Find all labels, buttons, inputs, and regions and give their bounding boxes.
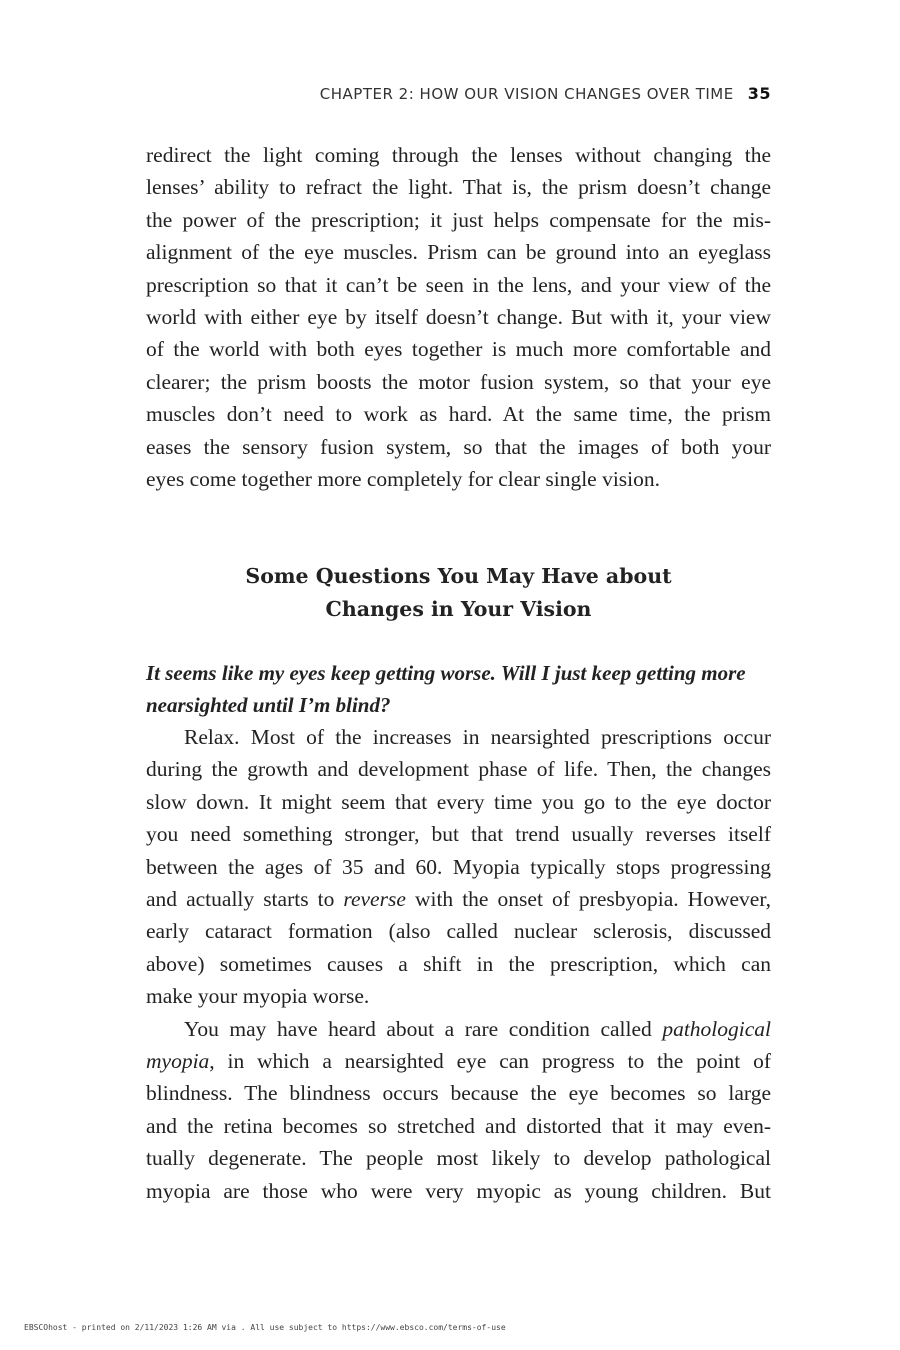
text-line: slow down. It might seem that every time you go to the eye doctor [146,789,771,814]
page-number: 35 [747,84,771,103]
text-run: You may have heard about a rare condition called [184,1016,663,1041]
paragraph-pathological-myopia [146,1013,771,1207]
text-line [146,1013,771,1045]
text-line: early cataract formation (also called nuclear sclerosis, discussed [146,919,771,944]
text-line: myopia are those who were very myopic as young children. But [146,1178,771,1203]
text-line: you need something stronger, but that trend usually reverses itself [146,822,771,847]
text-line: blindness. The blindness occurs because the eye becomes so large [146,1081,771,1106]
emphasis-text: myopia [146,1049,210,1073]
running-head [320,84,771,103]
paragraph-prism [146,139,771,495]
text-line: the power of the prescription; it just helps compensate for the mis- [146,207,771,232]
emphasis-text: pathological [662,1016,771,1041]
section-heading-line: Changes in Your Vision [325,597,592,621]
text-line: of the world with both eyes together is much more comfortable and [146,337,771,362]
text-line: and the retina becomes so stretched and distorted that it may even- [146,1113,771,1138]
text-line: eases the sensory fusion system, so that the images of both your [146,434,771,459]
text-line: prescription so that it can’t be seen in the lens, and your view of the [146,272,771,297]
text-line: above) sometimes causes a shift in the prescription, which can [146,951,771,976]
section-heading-line: Some Questions You May Have about [245,564,672,588]
text-line [146,1045,771,1077]
running-title: CHAPTER 2: HOW OUR VISION CHANGES OVER TIME [319,85,734,103]
text-line: eyes come together more completely for clear single vision. [146,467,661,492]
section-heading [146,560,771,626]
question-line: It seems like my eyes keep getting worse. Will I just keep getting more [146,661,746,685]
question-heading [146,657,771,721]
text-run: and actually starts to [146,887,344,912]
text-run: with the onset of presbyopia. However, [405,887,771,912]
text-line [146,883,771,915]
text-line: alignment of the eye muscles. Prism can be ground into an eyeglass [146,240,771,265]
text-line: make your myopia worse. [146,984,370,1009]
question-line: nearsighted until I’m blind? [146,693,391,717]
text-line: tually degenerate. The people most likely to develop pathological [146,1146,771,1171]
text-line: world with either eye by itself doesn’t change. But with it, your view [146,305,771,330]
emphasis-text: reverse [343,887,406,912]
print-footer: EBSCOhost - printed on 2/11/2023 1:26 AM via . All use subject to https://www.ebsco.com/terms-of-use [24,1323,506,1332]
text-line: during the growth and development phase of life. Then, the changes [146,757,771,782]
text-line: Relax. Most of the increases in nearsighted prescriptions occur [184,725,771,749]
paragraph-answer [146,721,771,1013]
text-line: redirect the light coming through the lenses without changing the [146,143,771,167]
text-line: between the ages of 35 and 60. Myopia typically stops progressing [146,854,771,879]
text-line: clearer; the prism boosts the motor fusion system, so that your eye [146,369,771,394]
text-line: muscles don’t need to work as hard. At the same time, the prism [146,402,771,427]
text-run: , in which a nearsighted eye can progress to the point of [209,1049,771,1073]
text-line: lenses’ ability to refract the light. That is, the prism doesn’t change [146,175,771,200]
